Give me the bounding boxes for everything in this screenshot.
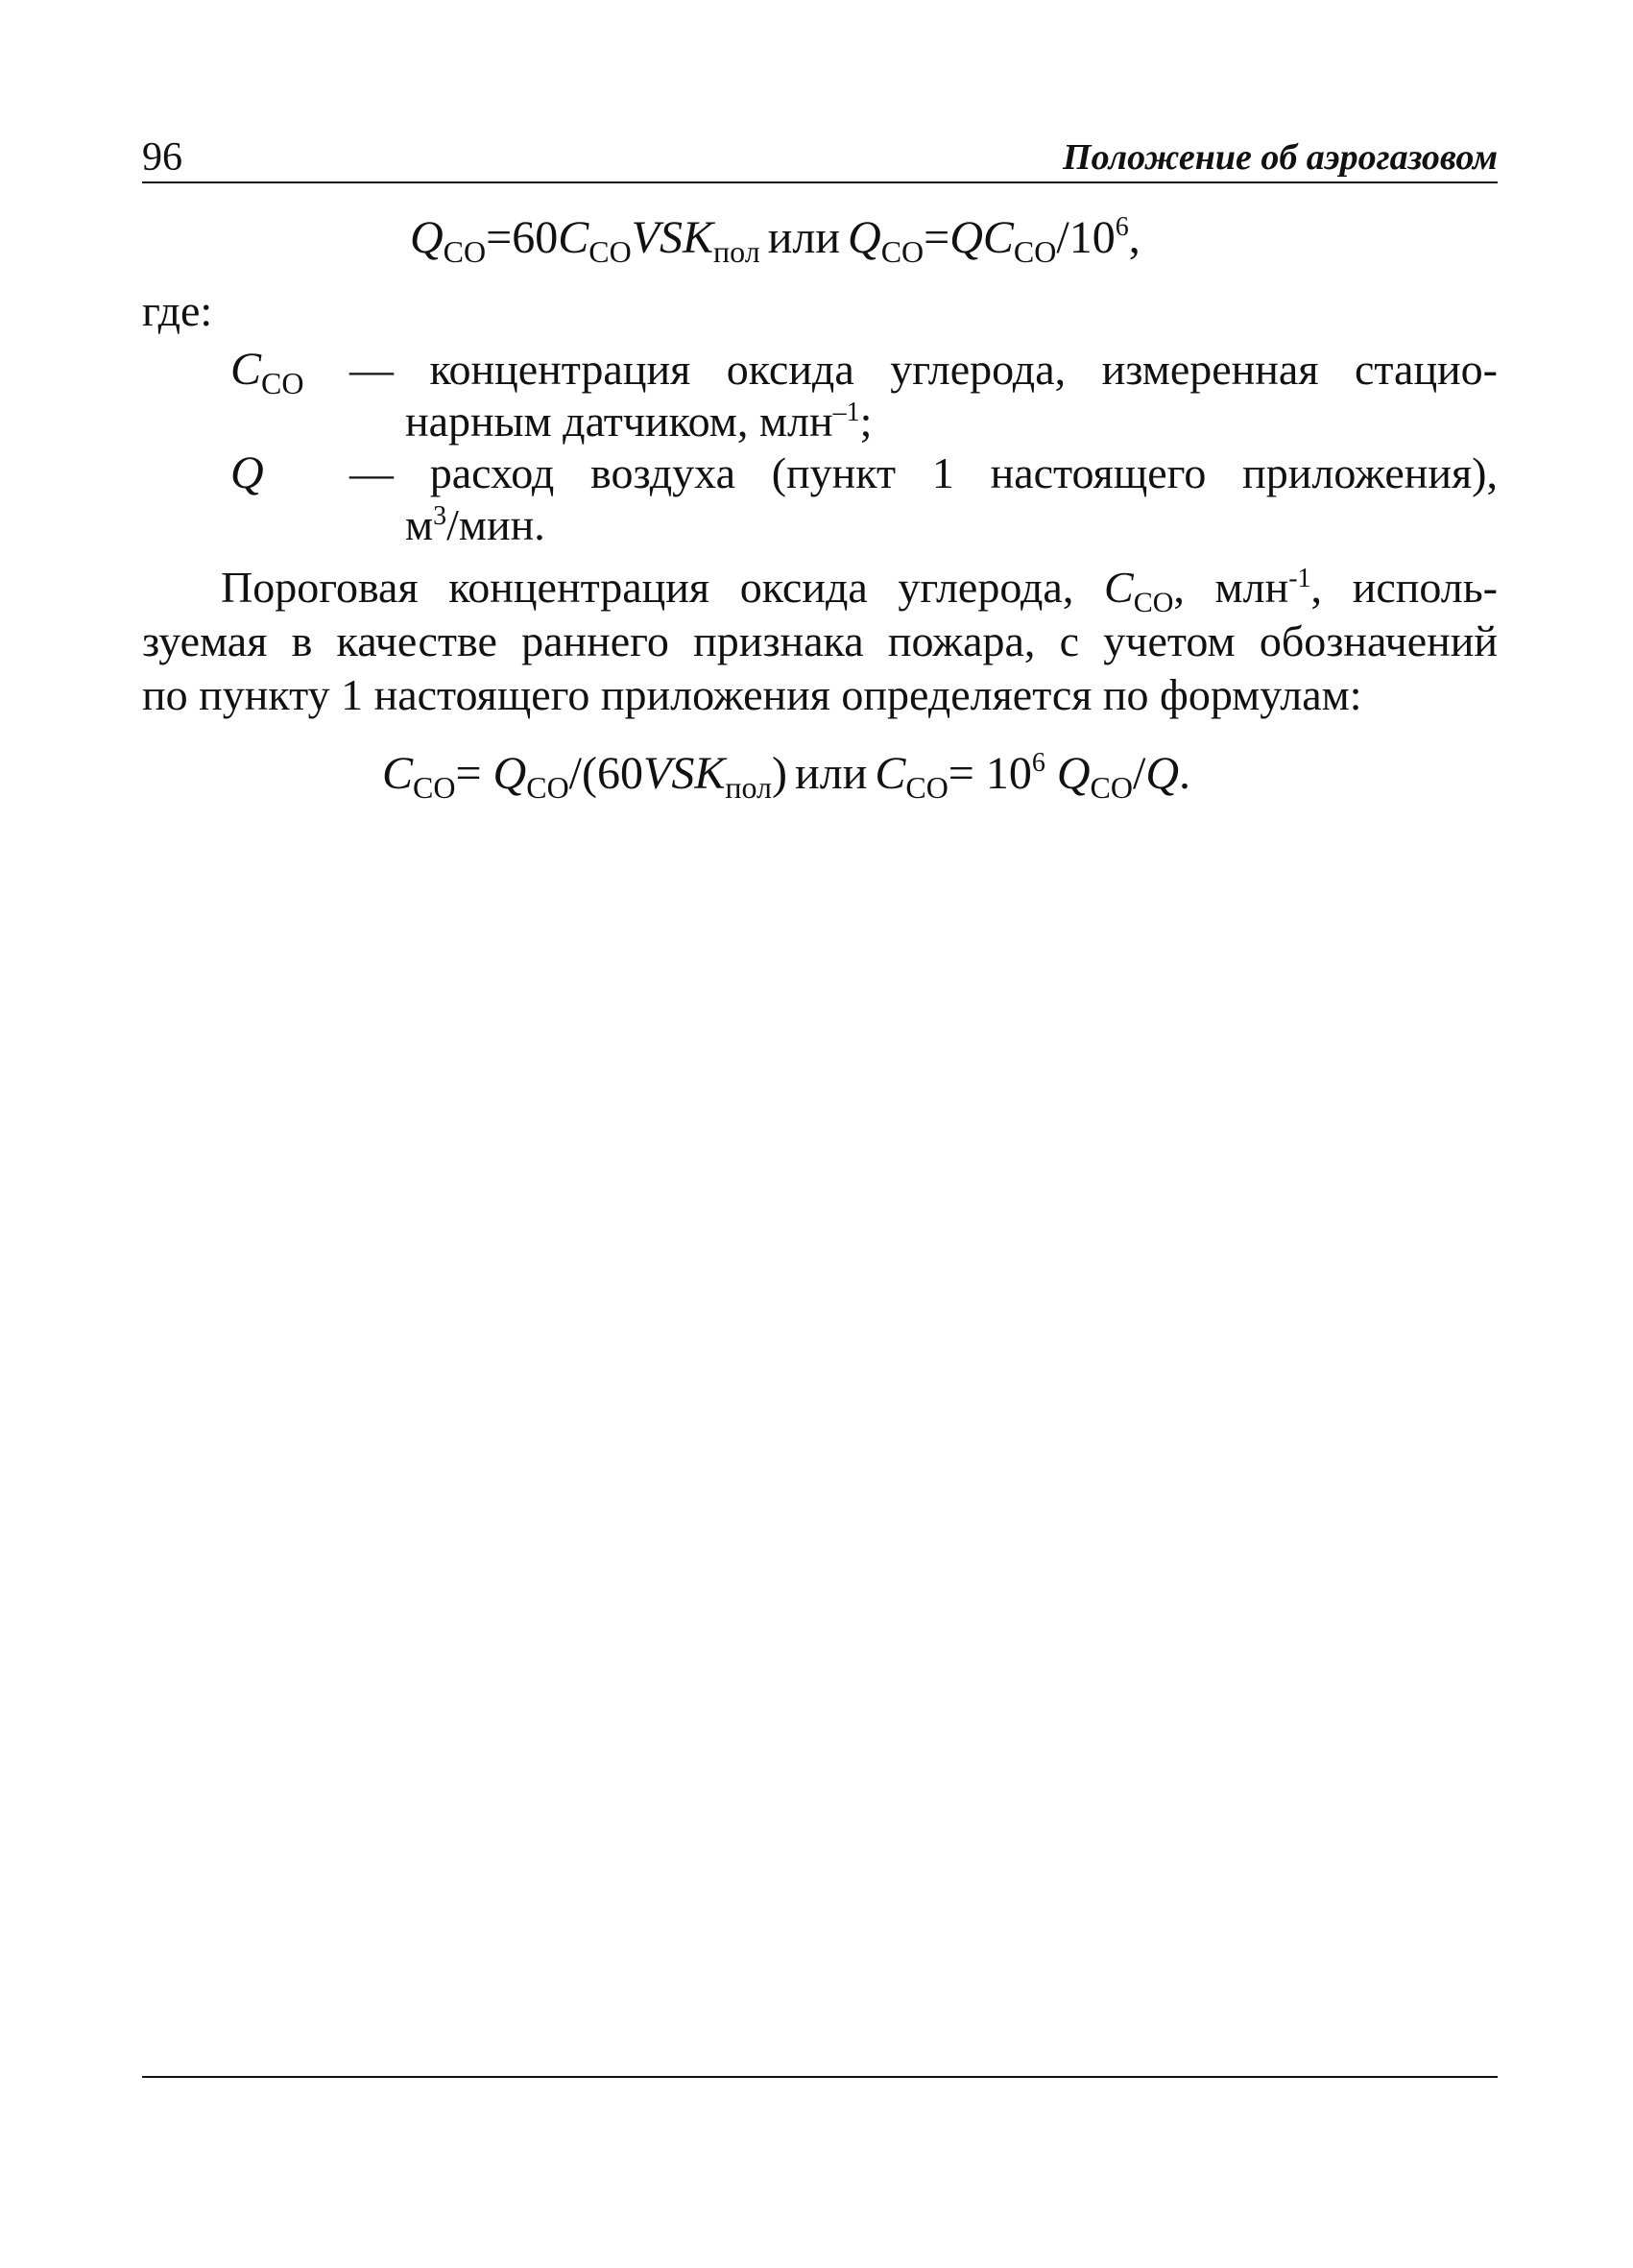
definition-fragment: нарным датчиком, млн <box>405 397 833 446</box>
definition-text <box>349 344 1498 447</box>
running-header <box>142 133 1498 182</box>
formula-symbol: C <box>558 212 589 263</box>
formula-coefficient: 60 <box>512 212 559 263</box>
formula-subscript: CO <box>880 234 925 269</box>
definition-superscript: –1 <box>832 398 860 427</box>
formula-symbol: QC <box>949 212 1014 263</box>
definition-superscript: 3 <box>433 501 447 531</box>
formula-operator: = <box>948 748 974 799</box>
inline-subscript: CO <box>1133 587 1174 618</box>
symbol-subscript: CO <box>261 366 304 400</box>
definition-fragment: ; <box>859 397 873 446</box>
paragraph-fragment: , млн <box>1173 563 1289 612</box>
formula-symbol: Q <box>1056 748 1091 799</box>
formula-exponent: 6 <box>1031 748 1045 778</box>
formula-symbol: Q <box>1145 748 1180 799</box>
formula-exponent: 6 <box>1115 212 1129 242</box>
inline-superscript: -1 <box>1288 564 1311 593</box>
formula-subscript: CO <box>413 770 456 805</box>
formula-subscript: CO <box>443 234 487 269</box>
paragraph-fragment: Пороговая концентрация оксида углерода, <box>221 563 1104 612</box>
definition-line: — расход воздуха (пункт 1 настоящего приложения), <box>349 448 1498 497</box>
formula-threshold-concentration <box>382 745 1190 803</box>
formula-operator: = <box>486 212 513 263</box>
symbol-letter: C <box>230 344 262 395</box>
formula-operator: = <box>924 212 950 263</box>
body-paragraph <box>142 561 1498 722</box>
formula-subscript: CO <box>526 770 569 805</box>
page-number: 96 <box>142 135 182 180</box>
definition-line <box>349 499 1498 551</box>
formula-coefficient: 10 <box>985 748 1032 799</box>
paragraph-line: зуемая в качестве раннего признака пожара, с учетом обозначений <box>142 616 1498 665</box>
definition-fragment: м <box>405 500 434 549</box>
formula-divider: /10 <box>1056 212 1116 263</box>
formula-symbol: VSK <box>631 212 714 263</box>
formula-connector: или <box>795 748 868 799</box>
where-label: где: <box>142 286 213 335</box>
inline-symbol: C <box>1104 563 1134 612</box>
footer-rule <box>142 2076 1498 2078</box>
formula-symbol: Q <box>410 212 444 263</box>
running-title: Положение об аэрогазовом <box>1063 137 1498 178</box>
paragraph-line: по пункту 1 настоящего приложения определяется по формулам: <box>142 670 1362 719</box>
formula-operator: = <box>455 748 482 799</box>
formula-subscript: CO <box>588 234 632 269</box>
formula-fragment: ) <box>772 748 787 799</box>
formula-symbol: VSK <box>643 748 726 799</box>
paragraph-line <box>142 561 1499 618</box>
formula-fragment: /(60 <box>568 748 643 799</box>
formula-symbol: C <box>875 748 906 799</box>
formula-divider: / <box>1133 748 1146 799</box>
formula-emission-rate <box>410 209 1141 267</box>
formula-symbol: Q <box>492 748 527 799</box>
definition-line: — концентрация оксида углерода, измеренная стацио- <box>349 345 1498 394</box>
formula-subscript: пол <box>725 770 773 805</box>
symbol-letter: Q <box>230 447 264 498</box>
formula-subscript: CO <box>1090 770 1133 805</box>
formula-punctuation: . <box>1179 748 1191 799</box>
formula-subscript: CO <box>905 770 949 805</box>
definition-line <box>349 396 1498 447</box>
formula-subscript: CO <box>1013 234 1057 269</box>
header-rule <box>142 181 1498 183</box>
definition-symbol <box>230 344 304 400</box>
formula-punctuation: , <box>1128 212 1141 263</box>
formula-connector: или <box>767 212 841 263</box>
paragraph-fragment: , исполь- <box>1310 563 1499 612</box>
formula-subscript: пол <box>713 234 760 269</box>
definition-symbol <box>230 447 264 499</box>
definition-text <box>349 447 1498 551</box>
formula-symbol: C <box>382 748 414 799</box>
formula-symbol: Q <box>848 212 881 263</box>
definition-fragment: /мин. <box>446 500 545 549</box>
